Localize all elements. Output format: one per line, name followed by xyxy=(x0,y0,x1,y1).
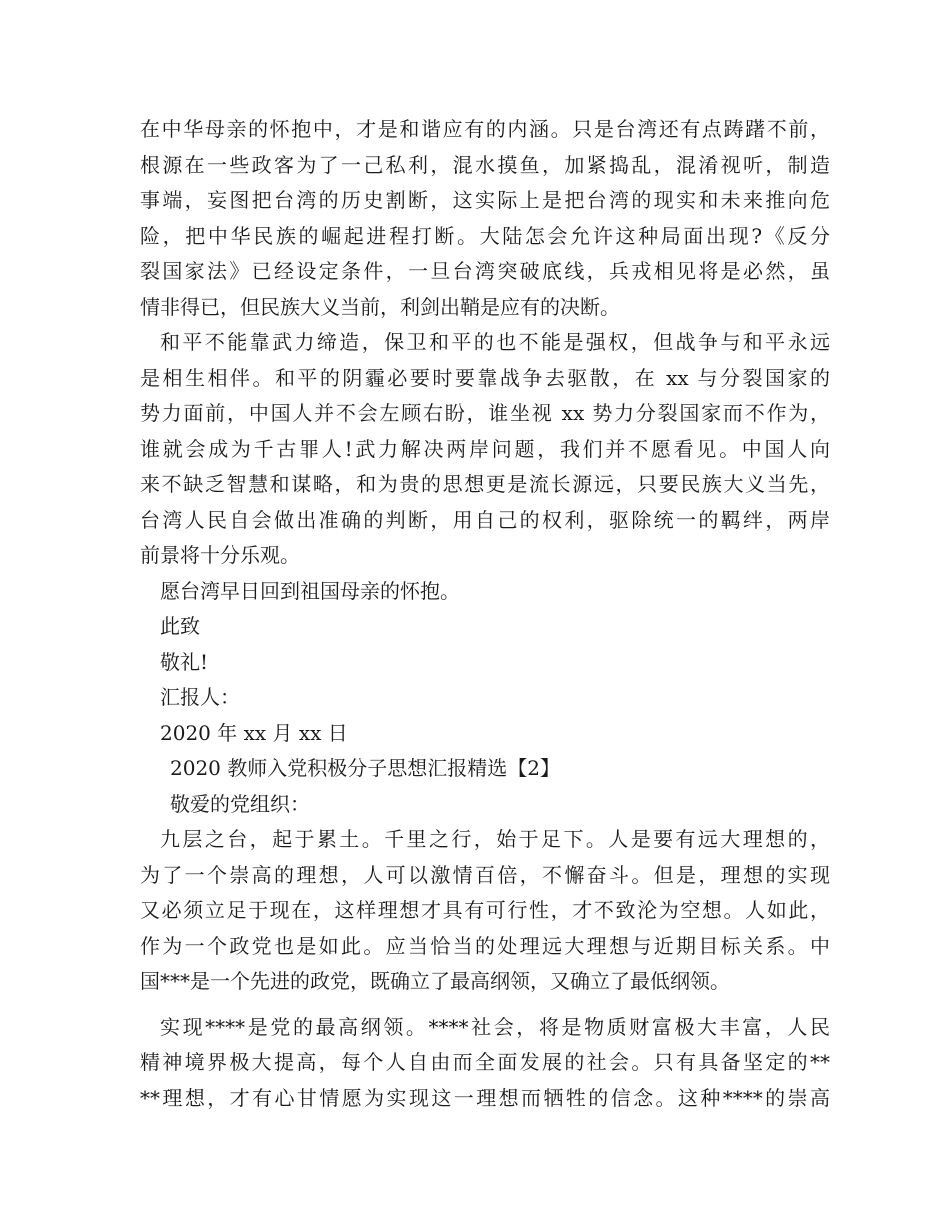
text-line: 险，把中华民族的崛起进程打断。大陆怎会允许这种局面出现?《反分 xyxy=(140,223,830,248)
text-line: 又必须立足于现在，这样理想才具有可行性，才不致沦为空想。人如此， xyxy=(140,898,830,922)
text-line: 情非得已，但民族大义当前，利剑出鞘是应有的决断。 xyxy=(140,294,620,319)
text-line: 作为一个政党也是如此。应当恰当的处理远大理想与近期目标关系。中 xyxy=(140,933,830,958)
document-body xyxy=(140,112,830,1116)
text-line: 精神境界极大提高，每个人自由而全面发展的社会。只有具备坚定的** xyxy=(140,1050,830,1074)
text-line: 在中华母亲的怀抱中，才是和谐应有的内涵。只是台湾还有点踌躇不前， xyxy=(140,117,830,141)
text-line: 裂国家法》已经设定条件，一旦台湾突破底线，兵戎相见将是必然，虽 xyxy=(140,259,830,283)
text-line: 势力面前，中国人并不会左顾右盼，谁坐视 xx 势力分裂国家而不作为， xyxy=(140,401,830,425)
text-line: 愿台湾早日回到祖国母亲的怀抱。 xyxy=(160,578,460,603)
reporter-line: 汇报人： xyxy=(160,685,240,709)
text-line: 谁就会成为千古罪人!武力解决两岸问题，我们并不愿看见。中国人向 xyxy=(140,436,830,461)
greeting-line: 敬爱的党组织： xyxy=(170,791,310,816)
text-line: 事端，妄图把台湾的历史割断，这实际上是把台湾的现实和未来推向危 xyxy=(140,188,830,212)
section-title: 2020 教师入党积极分子思想汇报精选【2】 xyxy=(170,756,560,780)
date-line: 2020 年 xx 月 xx 日 xyxy=(160,720,348,745)
text-line: 是相生相伴。和平的阴霾必要时要靠战争去驱散，在 xx 与分裂国家的 xyxy=(140,365,830,390)
closing-line: 此致 xyxy=(160,614,200,638)
text-line: 国***是一个先进的政党，既确立了最高纲领，又确立了最低纲领。 xyxy=(140,969,730,993)
text-line: **理想，才有心甘情愿为实现这一理想而牺牲的信念。这种****的崇高 xyxy=(140,1085,830,1110)
text-line: 实现****是党的最高纲领。****社会，将是物质财富极大丰富，人民 xyxy=(160,1014,830,1039)
text-line: 和平不能靠武力缔造，保卫和平的也不能是强权，但战争与和平永远 xyxy=(160,330,830,354)
salutation-line: 敬礼! xyxy=(160,649,209,674)
text-line: 来不缺乏智慧和谋略，和为贵的思想更是流长源远，只要民族大义当先， xyxy=(140,472,830,496)
text-line: 为了一个崇高的理想，人可以激情百倍，不懈奋斗。但是，理想的实现 xyxy=(140,862,830,887)
text-line: 台湾人民自会做出准确的判断，用自己的权利，驱除统一的羁绊，两岸 xyxy=(140,507,830,532)
text-line: 前景将十分乐观。 xyxy=(140,543,300,567)
text-line: 根源在一些政客为了一己私利，混水摸鱼，加紧捣乱，混淆视听，制造 xyxy=(140,152,830,177)
text-line: 九层之台，起于累土。千里之行，始于足下。人是要有远大理想的， xyxy=(160,827,830,851)
